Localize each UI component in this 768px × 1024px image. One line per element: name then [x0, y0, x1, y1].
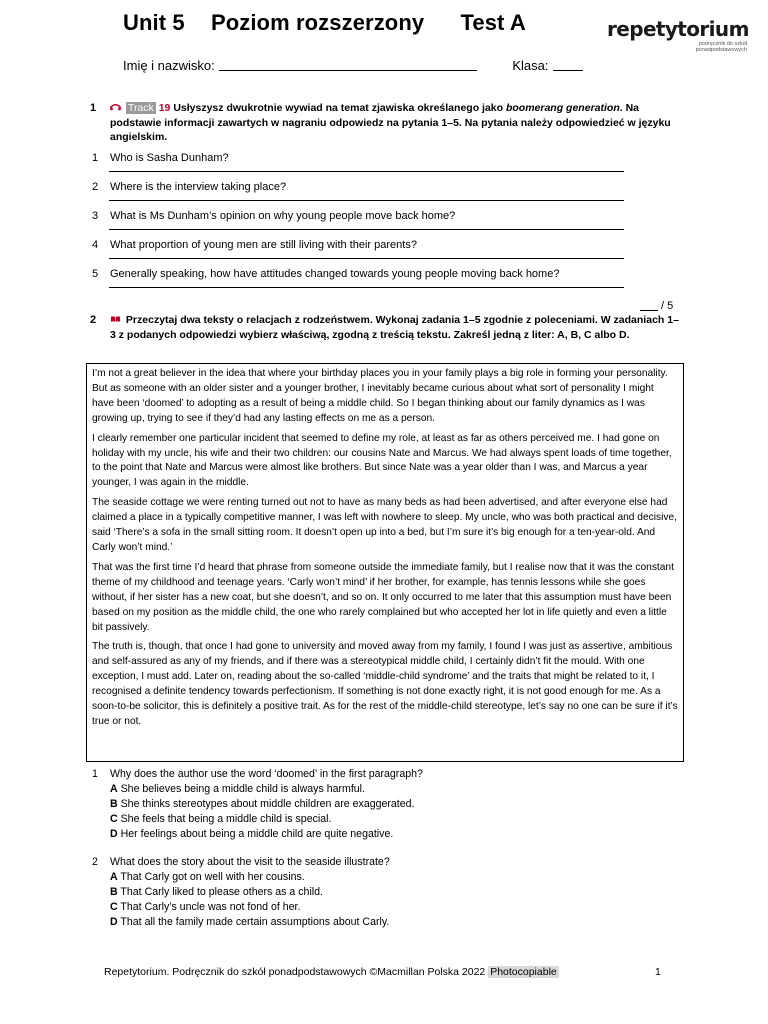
- logo-tagline-line-1: podręcznik do szkół: [698, 41, 747, 47]
- option-c[interactable]: [110, 812, 652, 827]
- question-text: What does the story about the visit to the seaside illustrate?: [110, 856, 390, 868]
- answer-line[interactable]: [109, 171, 624, 172]
- headphones-icon: [110, 103, 121, 111]
- reading-paragraph-2: I clearly remember one particular incident that seemed to define my role, at least as far as others perceived me. I had gone on holiday with my uncle, his wife and their two children: our cousins Nate and Marcus. We had always spent loads of time together, to the point that Nate and Marcus were almost like brothers. But since Nate was a year older than I was, and Marcus a year younger, I was again in the middle.: [92, 432, 672, 489]
- option-letter: C: [110, 901, 118, 913]
- level-label: Poziom rozszerzony: [210, 10, 425, 35]
- option-c[interactable]: [110, 900, 652, 915]
- track-label: Track: [127, 102, 154, 114]
- option-b[interactable]: [110, 797, 652, 812]
- track-number: 19: [158, 102, 171, 114]
- task-2-instruction-text: Przeczytaj dwa teksty o relacjach z rodzeństwem. Wykonaj zadania 1–5 zgodnie z poleceniami. W zadaniach 1–3 z podanych odpowiedzi wybierz właściwą, zgodną z treścią tekstu. Zakreśl jedną z liter: A, B, C albo D.: [110, 314, 679, 341]
- question-text: Who is Sasha Dunham?: [110, 152, 229, 164]
- option-text: That Carly liked to please others as a child.: [120, 886, 323, 898]
- task-1-score: [640, 299, 673, 312]
- option-letter: D: [110, 916, 118, 928]
- mcq-question-1: [92, 767, 652, 842]
- class-field[interactable]: [553, 58, 583, 71]
- name-field[interactable]: [219, 58, 477, 71]
- question-text: Generally speaking, how have attitudes changed towards young people moving back home?: [110, 268, 560, 280]
- question-number: 2: [92, 856, 98, 868]
- task-2-number: 2: [90, 314, 97, 326]
- mcq-question-2: [92, 855, 652, 930]
- logo-tagline: [607, 41, 747, 53]
- logo-tagline-line-2: ponadpodstawowych: [695, 47, 747, 53]
- task-1-instruction-b: . Na podstawie informacji zawartych w nagraniu odpowiedz na pytania 1–5. Na pytania należy odpowiedzieć w języku angielskim.: [110, 102, 671, 143]
- reading-paragraph-5: The truth is, though, that once I had gone to university and moved away from my family, I found I was just as assertive, ambitious and self-assured as any of my friends, and if there was a stereotypical middle child, I certainly didn’t fit the mould. With one exception, I must add. Later on, reading about the so-called ‘middle-child syndrome’ and the traits that might be related to it, I recognised a definite tendency towards perfectionism. If something is not done exactly right, it is not good enough for me. As a soon-to-be solicitor, this is definitely a positive trait. As for the rest of the middle-child stereotype, let’s say no one can be sure if it’s true or not.: [92, 641, 678, 727]
- reading-text-box: [86, 363, 684, 762]
- task-1-instructions: [92, 101, 682, 145]
- question-text: What is Ms Dunham’s opinion on why young people move back home?: [110, 210, 456, 222]
- book-icon: [110, 315, 121, 323]
- option-letter: B: [110, 798, 118, 810]
- photocopiable-label: Photocopiable: [490, 966, 557, 978]
- question-number: 3: [92, 210, 99, 222]
- option-letter: A: [110, 871, 118, 883]
- question-number: 1: [92, 768, 98, 780]
- answer-line[interactable]: [109, 287, 624, 288]
- page-title: [123, 10, 526, 36]
- option-text: She thinks stereotypes about middle children are exaggerated.: [120, 798, 415, 810]
- class-label: Klasa:: [512, 58, 549, 73]
- option-text: Her feelings about being a middle child are quite negative.: [120, 828, 394, 840]
- option-text: She believes being a middle child is always harmful.: [120, 783, 365, 795]
- reading-paragraph-3: The seaside cottage we were renting turned out not to have as many beds as had been advertised, and after everyone else had claimed a place in a typically competitive manner, I was left with nowhere to sleep. My uncle, who was both practical and decisive, said ‘There’s a sofa in the small sitting room. It doesn’t open up into a bed, but I’m sure it’s big enough for a ten-year-old. And Carly won’t mind.’: [92, 497, 677, 553]
- option-a[interactable]: [110, 782, 652, 797]
- option-text: That all the family made certain assumptions about Carly.: [120, 916, 390, 928]
- question-text: What proportion of young men are still living with their parents?: [110, 239, 417, 251]
- option-b[interactable]: [110, 885, 652, 900]
- option-d[interactable]: [110, 915, 652, 930]
- option-d[interactable]: [110, 827, 652, 842]
- score-field[interactable]: [640, 299, 658, 311]
- student-info-row: [123, 58, 583, 73]
- reading-paragraph-1: I’m not a great believer in the idea that where your birthday places you in your family plays a big role in forming your personality. But as someone with an older sister and a younger brother, I inevitably became curious about what sort of personality I might have been ‘doomed’ to adopting as a result of being a middle child. So I began thinking about our family dynamics as I was growing up, trying to see if they’d had any lasting effects on me as a person.: [92, 368, 668, 424]
- task-2-instructions: [92, 313, 682, 342]
- repetytorium-logo: [607, 18, 752, 53]
- page-number: 1: [655, 966, 661, 978]
- answer-line[interactable]: [109, 200, 624, 201]
- footer-text: Repetytorium. Podręcznik do szkół ponadpodstawowych ©Macmillan Polska 2022: [104, 966, 486, 978]
- question-number: 1: [92, 152, 99, 164]
- task-1-number: 1: [90, 102, 97, 114]
- name-label: Imię i nazwisko:: [123, 58, 215, 73]
- option-letter: A: [110, 783, 118, 795]
- option-text: She feels that being a middle child is special.: [120, 813, 332, 825]
- option-letter: D: [110, 828, 118, 840]
- option-text: That Carly got on well with her cousins.: [120, 871, 305, 883]
- footer: [104, 966, 559, 978]
- question-number: 2: [92, 181, 99, 193]
- question-number: 5: [92, 268, 99, 280]
- option-a[interactable]: [110, 870, 652, 885]
- unit-label: Unit 5: [123, 10, 185, 35]
- question-text: Where is the interview taking place?: [110, 181, 287, 193]
- question-text: Why does the author use the word ‘doomed’ in the first paragraph?: [110, 768, 423, 780]
- answer-line[interactable]: [109, 258, 624, 259]
- task-1-instruction-a: Usłyszysz dwukrotnie wywiad na temat zjawiska określanego jako: [173, 102, 504, 114]
- option-text: That Carly’s uncle was not fond of her.: [120, 901, 301, 913]
- question-number: 4: [92, 239, 99, 251]
- option-letter: B: [110, 886, 118, 898]
- score-max: / 5: [661, 300, 674, 312]
- answer-line[interactable]: [109, 229, 624, 230]
- logo-name: repetytorium: [607, 17, 749, 41]
- test-label: Test A: [460, 10, 526, 35]
- reading-paragraph-4: That was the first time I’d heard that phrase from someone outside the immediate family, but I realise now that it was the constant theme of my childhood and teenage years. ‘Carly won’t mind’ if her brother, for example, has tennis lessons while she goes without, if her sister has a new coat, but she doesn’t, and so on. It only occurred to me later that this assumption must have been based on my position as the middle child, the one who rarely complained but who accepted her lot in life quietly and even a little bit passively.: [92, 561, 674, 633]
- option-letter: C: [110, 813, 118, 825]
- task-1-term: boomerang generation: [505, 102, 620, 114]
